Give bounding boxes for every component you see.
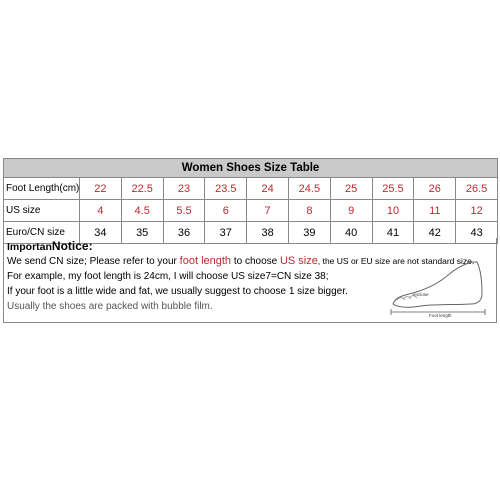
notice-line-1: We send CN size; Please refer to your foot length to choose US size, the US or EU size are not standard size. (7, 255, 475, 267)
size-cell: 36 (163, 222, 205, 244)
size-cell: 35 (121, 222, 163, 244)
table-title: Women Shoes Size Table (4, 159, 498, 178)
size-cell: 22.5 (121, 178, 163, 200)
size-cell: 41 (372, 222, 414, 244)
size-cell: 7 (247, 200, 289, 222)
foot-length-label: Foot length (429, 313, 452, 318)
foot-measure-diagram (385, 260, 493, 318)
size-chart (0, 158, 500, 322)
size-cell: 22 (80, 178, 122, 200)
notice-heading (7, 240, 93, 254)
size-table (3, 158, 498, 244)
notice-prefix: Importan (7, 241, 52, 253)
notice-box (3, 238, 497, 323)
notice-line-3: If your foot is a little wide and fat, we usually suggest to choose 1 size bigger. (7, 286, 348, 297)
table-title-row (4, 159, 498, 178)
size-cell: 24.5 (288, 178, 330, 200)
size-cell: 37 (205, 222, 247, 244)
enclose-label: enclose (413, 292, 429, 297)
foot-outline-icon (393, 262, 482, 307)
row-label: Foot Length(cm) (4, 178, 80, 200)
size-cell: 38 (247, 222, 289, 244)
notice-title: Notice: (51, 239, 93, 253)
size-cell: 6 (205, 200, 247, 222)
size-cell: 11 (414, 200, 456, 222)
size-cell: 23.5 (205, 178, 247, 200)
notice-line-4: Usually the shoes are packed with bubble film. (7, 301, 213, 312)
size-cell: 24 (247, 178, 289, 200)
size-cell: 39 (288, 222, 330, 244)
size-cell: 26.5 (456, 178, 498, 200)
size-cell: 23 (163, 178, 205, 200)
table-row (4, 178, 498, 200)
size-cell: 9 (330, 200, 372, 222)
size-cell: 10 (372, 200, 414, 222)
size-cell: 40 (330, 222, 372, 244)
row-label: Euro/CN size (4, 222, 80, 244)
size-cell: 4.5 (121, 200, 163, 222)
notice-line-2: For example, my foot length is 24cm, I will choose US size7=CN size 38; (7, 271, 329, 282)
size-cell: 34 (80, 222, 122, 244)
size-cell: 5.5 (163, 200, 205, 222)
size-cell: 4 (80, 200, 122, 222)
row-label: US size (4, 200, 80, 222)
size-cell: 25.5 (372, 178, 414, 200)
size-cell: 8 (288, 200, 330, 222)
size-cell: 42 (414, 222, 456, 244)
size-cell: 43 (456, 222, 498, 244)
table-row (4, 200, 498, 222)
size-cell: 25 (330, 178, 372, 200)
size-cell: 12 (456, 200, 498, 222)
size-cell: 26 (414, 178, 456, 200)
